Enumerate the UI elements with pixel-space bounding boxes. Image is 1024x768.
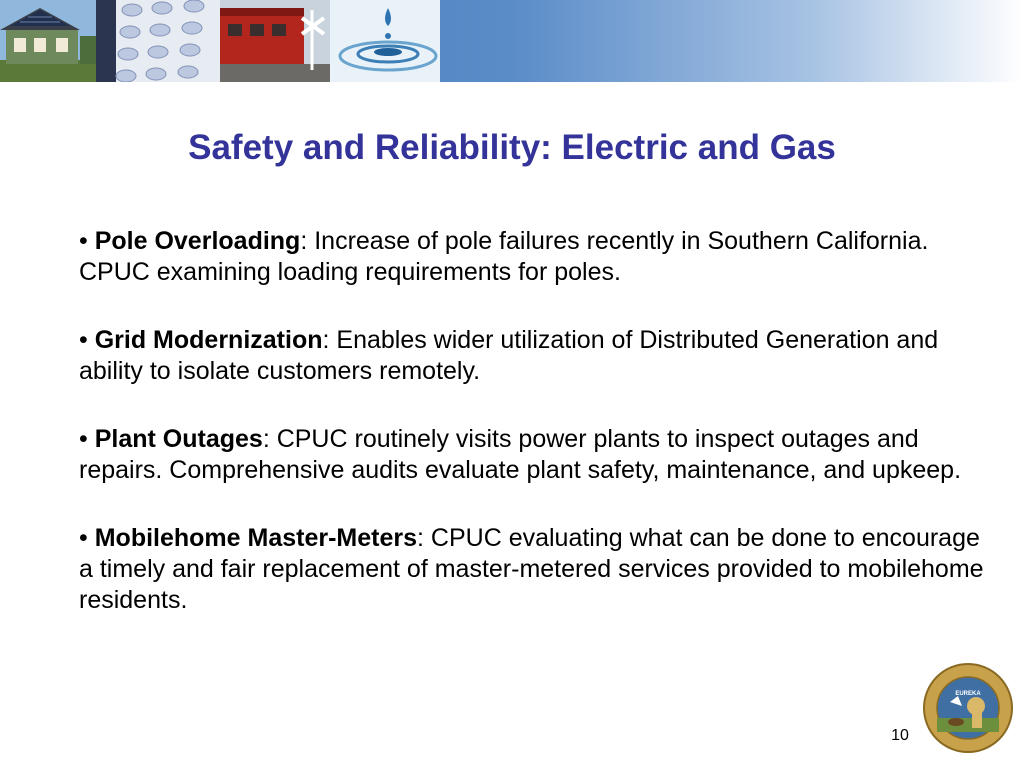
bullet-term: Mobilehome Master-Meters xyxy=(94,524,418,552)
bullet-text: : CPUC routinely visits power plants to inspect outages and repairs. Comprehensive audits evaluate plant safety, maintenance, and upkeep. xyxy=(79,425,962,484)
bullet-marker: • xyxy=(79,326,88,354)
bullet-term: Plant Outages xyxy=(94,425,263,453)
page-number: 10 xyxy=(891,727,909,744)
bullet-text: : CPUC evaluating what can be done to encourage a timely and fair replacement of master-metered services provided to mobilehome residents. xyxy=(79,524,984,614)
slide-title: Safety and Reliability: Electric and Gas xyxy=(188,128,836,167)
bullet-item xyxy=(79,226,991,288)
cpuc-seal-logo xyxy=(922,662,1014,754)
phone-keypad-photo xyxy=(96,0,220,82)
house-solar-photo xyxy=(0,0,96,82)
water-drop-photo xyxy=(330,0,440,82)
bullet-marker: • xyxy=(79,524,88,552)
bullet-text: : Enables wider utilization of Distributed Generation and ability to isolate customers remotely. xyxy=(79,326,939,385)
bullet-item xyxy=(79,424,991,486)
bullet-term: Pole Overloading xyxy=(94,227,301,255)
bullet-term: Grid Modernization xyxy=(94,326,323,354)
header-banner xyxy=(0,0,1024,82)
bullet-item xyxy=(79,325,991,387)
bullet-marker: • xyxy=(79,227,88,255)
bullet-item xyxy=(79,523,991,616)
train-crossing-photo xyxy=(220,0,330,82)
svg-text:EUREKA: EUREKA xyxy=(955,691,981,697)
bullet-text: : Increase of pole failures recently in Southern California. CPUC examining loading requirements for poles. xyxy=(79,227,929,286)
bullet-list xyxy=(79,226,991,653)
bullet-marker: • xyxy=(79,425,88,453)
